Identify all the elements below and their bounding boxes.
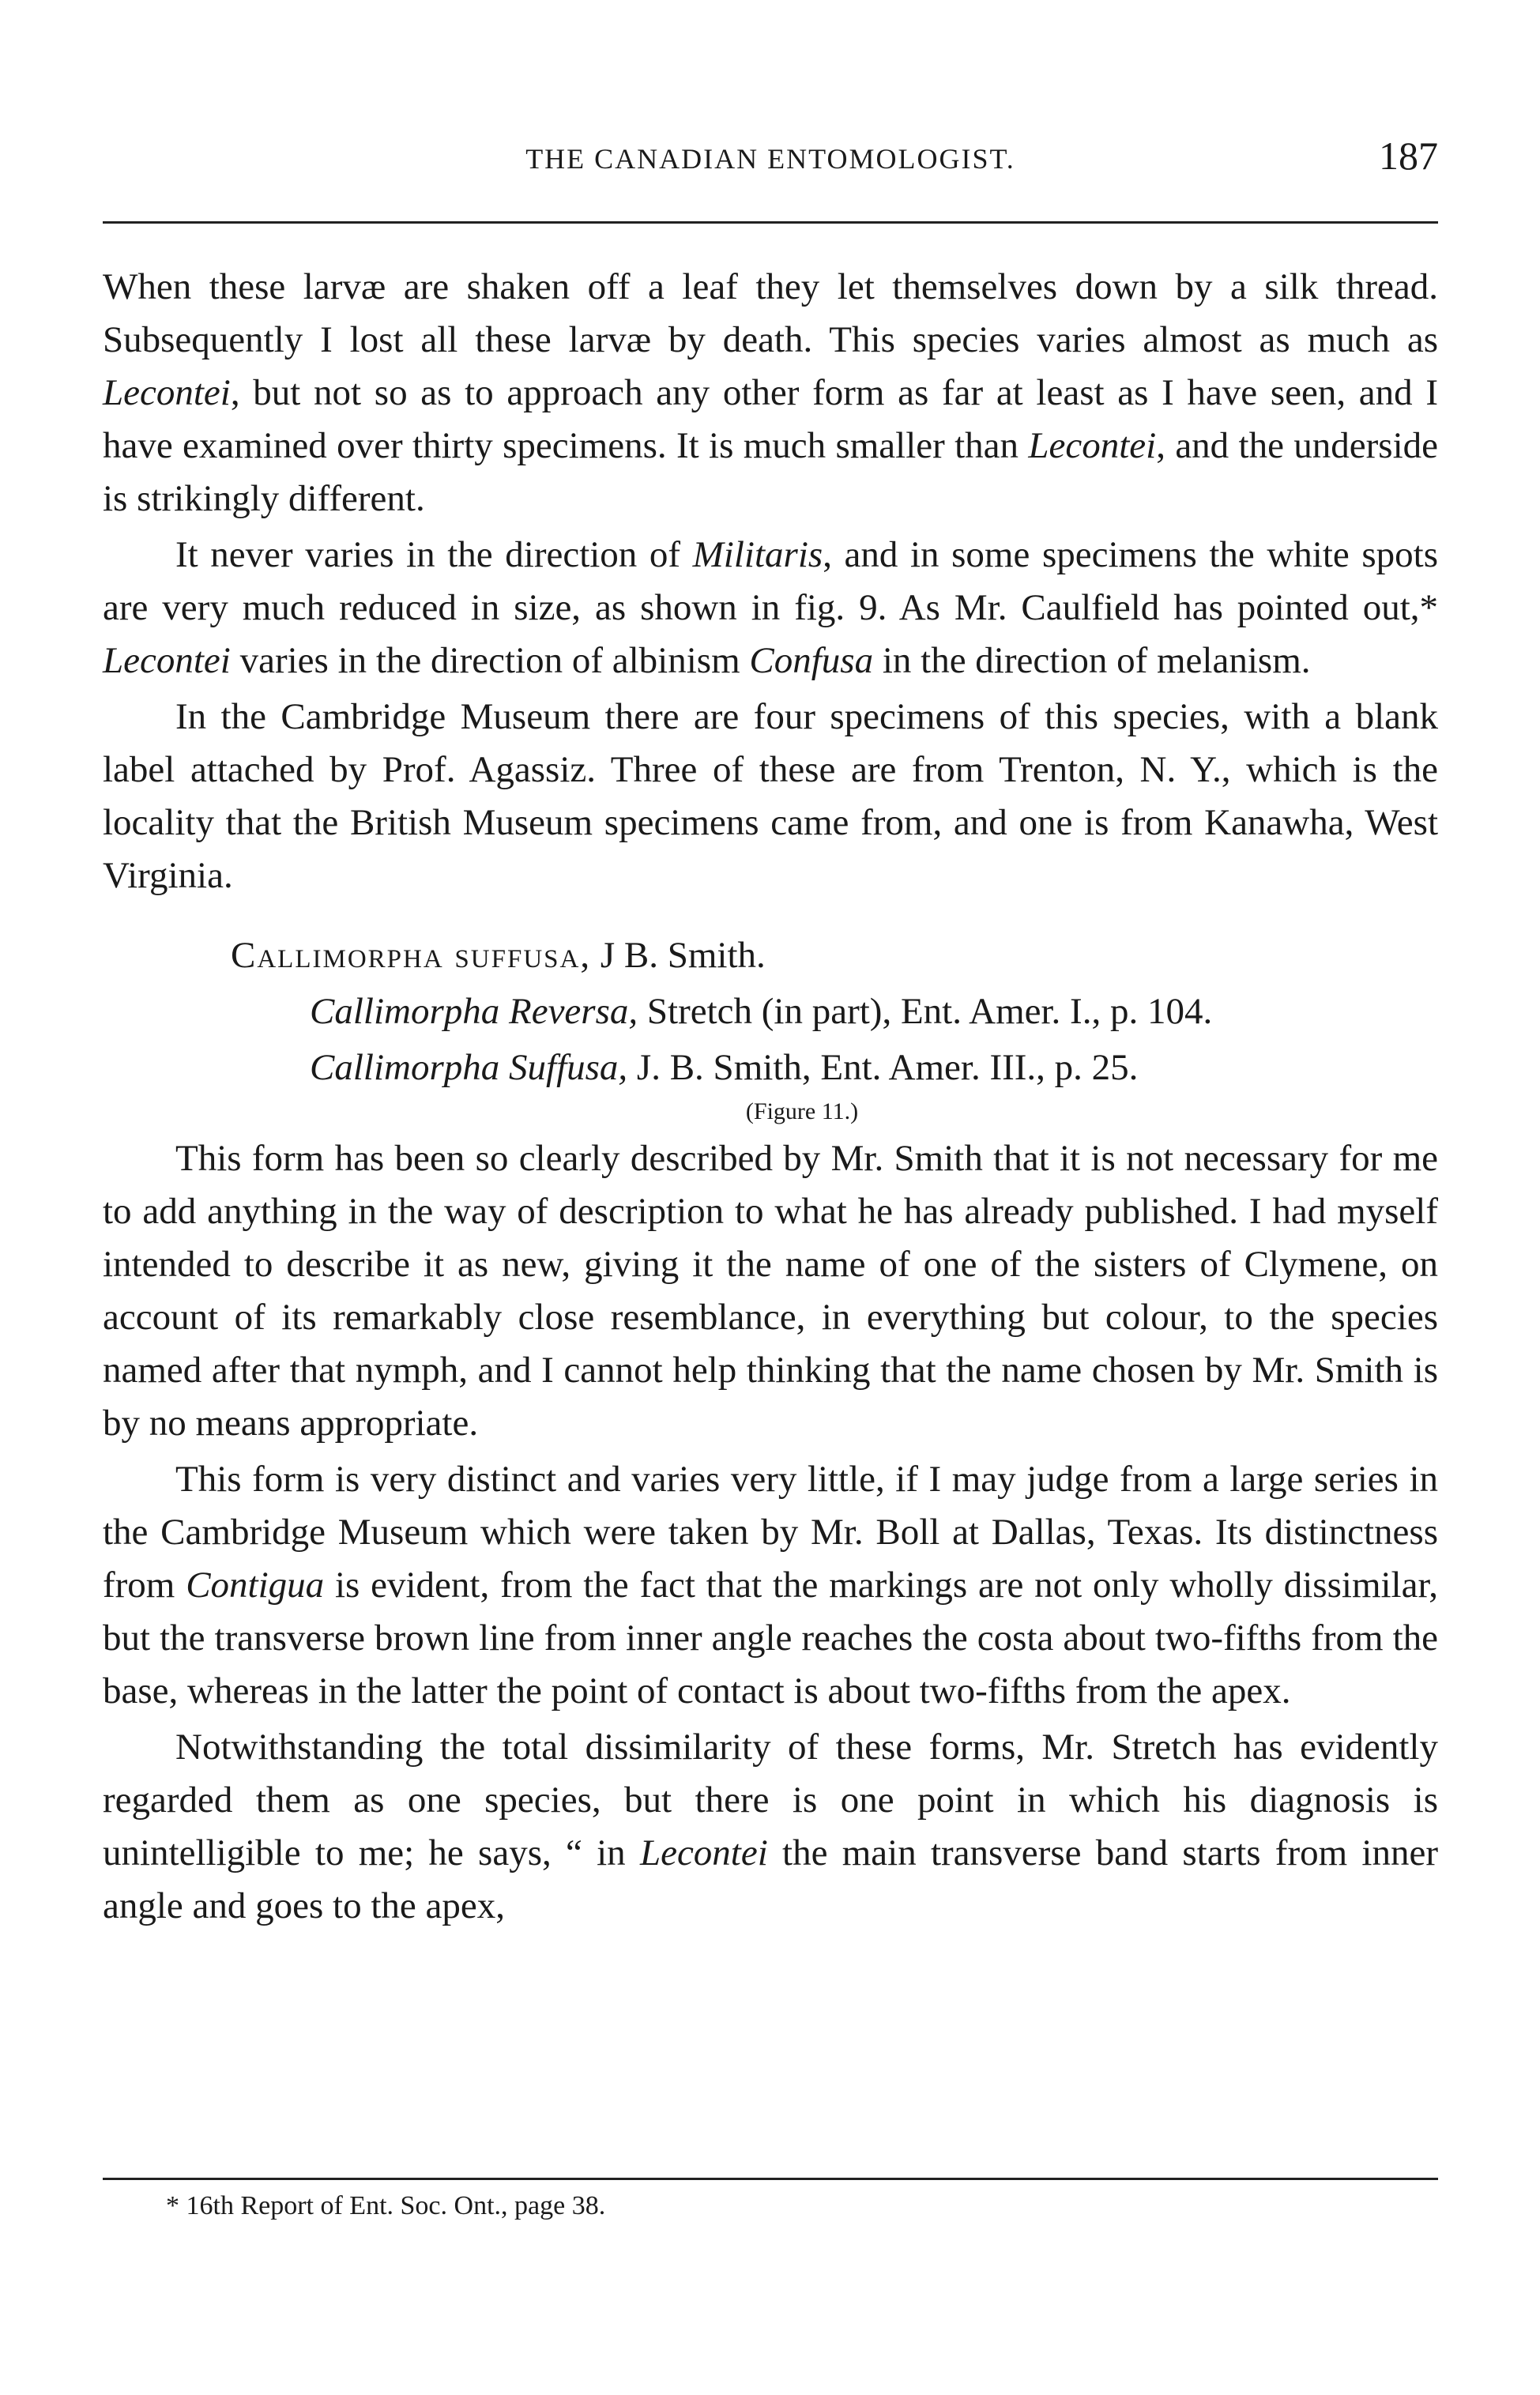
text-run: , and in some specimens the white spots are very much reduced in size, as shown in fig. 9. As Mr. Caulfield has pointed out,* <box>103 534 1438 628</box>
header-rule <box>103 221 1438 224</box>
text-run: varies in the direction of albinism <box>230 640 750 681</box>
paragraph-6 <box>103 1721 1438 1933</box>
footnote: * 16th Report of Ent. Soc. Ont., page 38. <box>166 2191 606 2220</box>
article-body <box>103 261 1438 1933</box>
text-run: , but not so as to approach any other form as far at least as I have seen, and I have examined over thirty specimens. It is much smaller than <box>103 372 1438 466</box>
text-run: Notwithstanding the total dissimilarity of these forms, Mr. Stretch has evidently regarded them as one species, but there is one point in which his diagnosis is unintelligible to me; he says, “ in <box>103 1727 1438 1873</box>
synonym-line <box>103 985 1438 1038</box>
footnote-rule <box>103 2178 1438 2180</box>
paragraph-3: In the Cambridge Museum there are four specimens of this species, with a blank label attached by Prof. Agassiz. Three of these are from Trenton, N. Y., which is the locality that the British Museum specimens came from, and one is from Kanawha, West Virginia. <box>103 696 1438 896</box>
synonym-reference: J. B. Smith, Ent. Amer. III., p. 25. <box>627 1047 1139 1088</box>
synonym-line <box>103 1041 1438 1094</box>
synonym-name: Callimorpha Reversa, <box>310 991 638 1032</box>
species-name: Contigua <box>186 1565 325 1606</box>
text-run: the main transverse band starts from inner angle and goes to the apex, <box>103 1832 1439 1926</box>
text-run: , and the underside is strikingly different. <box>103 425 1438 519</box>
page <box>103 119 1439 2220</box>
species-name: Militaris <box>692 534 823 575</box>
text-run: is evident, from the fact that the markings are not only wholly dissimilar, but the transverse brown line from inner angle reaches the costa about two-fifths from the base, whereas in the latter the point of contact is about two-fifths from the apex. <box>103 1565 1438 1712</box>
synonym-name: Callimorpha Suffusa, <box>310 1047 628 1088</box>
species-name: Lecontei <box>103 640 231 681</box>
species-author: J B. Smith. <box>591 935 766 976</box>
species-name: Lecontei <box>639 1832 768 1873</box>
text-run: It never varies in the direction of <box>175 534 693 575</box>
journal-title: THE CANADIAN ENTOMOLOGIST. <box>525 143 1015 175</box>
text-run: When these larvæ are shaken off a leaf they let themselves down by a silk thread. Subsequently I lost all these larvæ by death. This species varies almost as much as <box>103 266 1438 360</box>
figure-caption: (Figure 11.) <box>745 1098 859 1124</box>
species-title: Callimorpha suffusa, <box>231 935 592 976</box>
synonym-reference: Stretch (in part), Ent. Amer. I., p. 104. <box>638 991 1213 1032</box>
paragraph-1 <box>103 261 1438 525</box>
species-heading <box>103 929 1438 982</box>
paragraph-5 <box>103 1453 1438 1718</box>
page-number: 187 <box>1379 134 1438 178</box>
species-entry <box>103 929 1438 1129</box>
species-name: Lecontei <box>1028 425 1157 466</box>
species-name: Lecontei <box>103 372 231 413</box>
paragraph-4: This form has been so clearly described by Mr. Smith that it is not necessary for me to add anything in the way of description to what he has already published. I had myself intended to describe it as new, giving it the name of one of the sisters of Clymene, on account of its remarkably close resemblance, in everything but colour, to the species named after that nymph, and I cannot help thinking that the name chosen by Mr. Smith is by no means appropriate. <box>103 1138 1438 1444</box>
paragraph-2 <box>103 529 1438 687</box>
text-run: This form is very distinct and varies very little, if I may judge from a large series in the Cambridge Museum which were taken by Mr. Boll at Dallas, Texas. Its distinctness from <box>103 1459 1438 1606</box>
text-run: in the direction of melanism. <box>873 640 1311 681</box>
running-head <box>103 119 1438 182</box>
species-name: Confusa <box>749 640 874 681</box>
